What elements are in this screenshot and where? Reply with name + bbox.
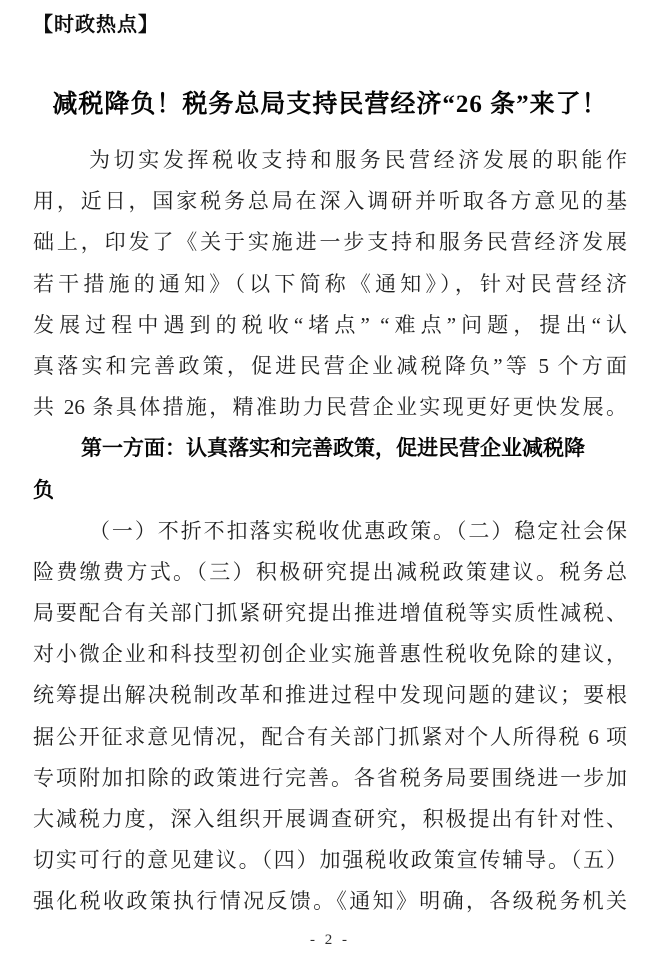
text-line: 局要配合有关部门抓紧研究提出推进增值税等实质性减税、 bbox=[33, 601, 627, 626]
text-line: 础上，印发了《关于实施进一步支持和服务民营经济发展 bbox=[33, 230, 627, 255]
text-line: 专项附加扣除的政策进行完善。各省税务局要围绕进一步加 bbox=[33, 765, 627, 790]
text-line: 切实可行的意见建议。（四）加强税收政策宣传辅导。（五） bbox=[33, 848, 627, 873]
text-line: 大减税力度，深入组织开展调查研究，积极提出有针对性、 bbox=[33, 807, 627, 831]
text-line: 若干措施的通知》（以下简称《通知》），针对民营经济 bbox=[33, 271, 627, 296]
page-number: - 2 - bbox=[310, 932, 350, 948]
text-line: 据公开征求意见情况，配合有关部门抓紧对个人所得税 6 项 bbox=[33, 724, 627, 749]
text-line: 为切实发挥税收支持和服务民营经济发展的职能作 bbox=[89, 148, 627, 172]
text-line: （一）不折不扣落实税收优惠政策。（二）稳定社会保 bbox=[89, 518, 627, 543]
article-body bbox=[33, 140, 627, 923]
article-title: 减税降负！税务总局支持民营经济“26 条”来了！ bbox=[52, 91, 608, 118]
text-line: 真落实和完善政策，促进民营企业减税降负”等 5 个方面 bbox=[33, 353, 627, 378]
text-line: 对小微企业和科技型初创企业实施普惠性税收免除的建议， bbox=[33, 642, 627, 667]
text-line: 共 26 条具体措施，精准助力民营企业实现更好更快发展。 bbox=[33, 395, 627, 420]
section-tag: 【时政热点】 bbox=[33, 14, 159, 36]
text-line: 统筹提出解决税制改革和推进过程中发现问题的建议；要根 bbox=[33, 683, 627, 708]
section-heading-line: 负 bbox=[33, 478, 54, 502]
text-line: 险费缴费方式。（三）积极研究提出减税政策建议。税务总 bbox=[33, 559, 627, 584]
text-line: 发展过程中遇到的税收“堵点” “难点”问题，提出“认 bbox=[33, 312, 627, 337]
section-heading-line: 第一方面：认真落实和完善政策，促进民营企业减税降 bbox=[81, 437, 585, 461]
text-line: 强化税收政策执行情况反馈。《通知》明确，各级税务机关 bbox=[33, 889, 627, 914]
text-line: 用，近日，国家税务总局在深入调研并听取各方意见的基 bbox=[33, 189, 627, 214]
